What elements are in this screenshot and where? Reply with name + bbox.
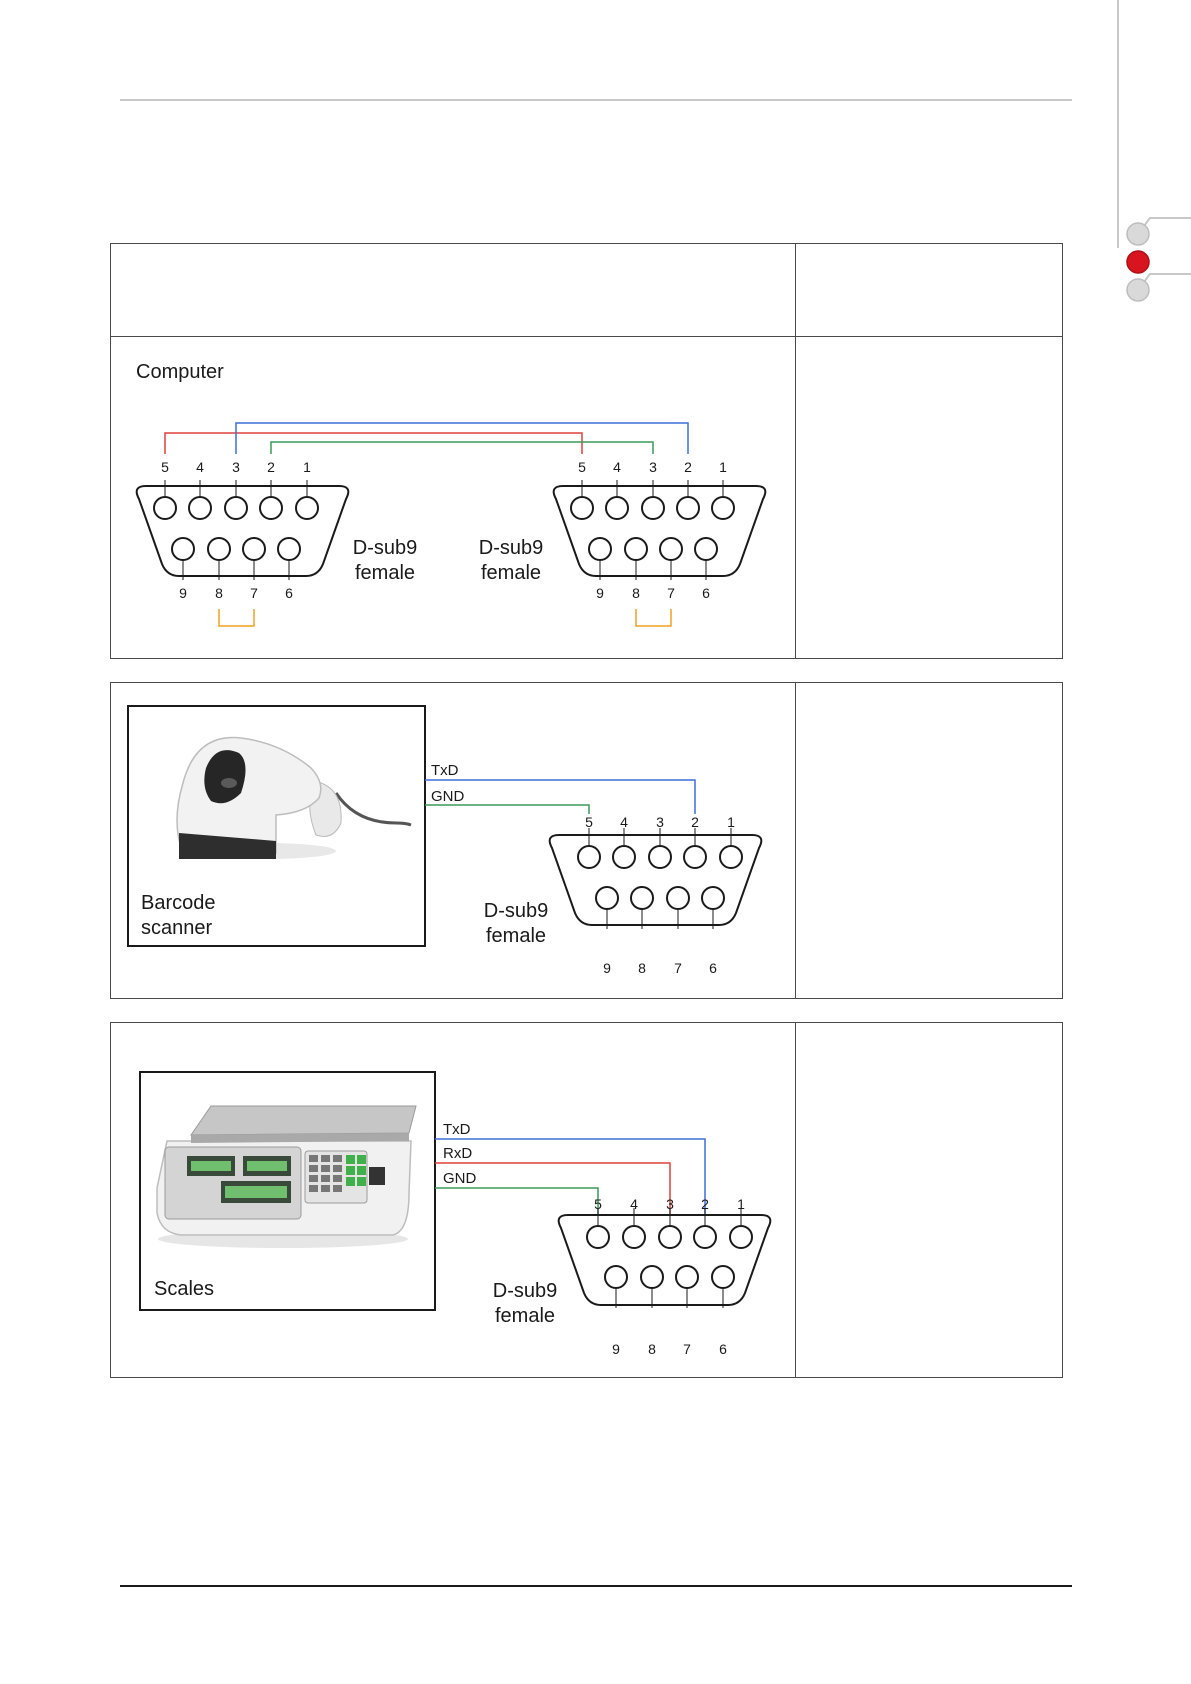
pin-label: 8 (638, 960, 646, 976)
pin-label: 2 (267, 459, 275, 475)
wire-label-txd: TxD (431, 762, 459, 779)
wire-label-gnd: GND (443, 1170, 477, 1187)
pin-label: 4 (620, 814, 628, 830)
connector-label-line1: D-sub9 (492, 1280, 558, 1302)
pin-label: 5 (161, 459, 169, 475)
table-column-divider (795, 683, 796, 998)
wire-gnd (435, 1188, 598, 1215)
wire-label-rxd: RxD (443, 1145, 473, 1162)
side-marker-decoration (1100, 0, 1191, 320)
pin-label: 9 (596, 585, 604, 601)
pin-label: 4 (630, 1196, 638, 1212)
pin-label: 6 (285, 585, 293, 601)
pin-label: 9 (179, 585, 187, 601)
connector-label-line1: D-sub9 (478, 537, 544, 559)
connector-label-line2: female (480, 562, 542, 584)
connector-label-line2: female (485, 925, 547, 947)
pin-label: 4 (613, 459, 621, 475)
pin-label: 2 (701, 1196, 709, 1212)
table-computer (110, 243, 1063, 659)
scanner-wiring-diagram (111, 683, 795, 998)
footer-rule (120, 1585, 1072, 1587)
pin-label: 7 (250, 585, 258, 601)
scales-wiring-diagram (111, 1023, 795, 1377)
d-sub9-right-connector (479, 459, 766, 601)
pin-label: 3 (649, 459, 657, 475)
scanner-caption-line2: scanner (141, 917, 213, 939)
connector-label-line2: female (494, 1305, 556, 1327)
pin-label: 1 (303, 459, 311, 475)
wire-blue (236, 423, 688, 454)
connector-label-line1: D-sub9 (483, 900, 549, 922)
computer-title: Computer (136, 361, 224, 383)
header-rule (120, 99, 1072, 101)
wire-gnd (425, 805, 589, 814)
pin-label: 1 (737, 1196, 745, 1212)
pin-label: 1 (719, 459, 727, 475)
connector-label-line1: D-sub9 (352, 537, 418, 559)
wire-red (165, 433, 582, 454)
pin-label: 7 (667, 585, 675, 601)
pin-label: 3 (232, 459, 240, 475)
pin-label: 6 (709, 960, 717, 976)
pin-label: 8 (632, 585, 640, 601)
pin-label: 9 (603, 960, 611, 976)
pin-label: 5 (585, 814, 593, 830)
wire-green (271, 442, 653, 454)
table-scales (110, 1022, 1063, 1378)
table-barcode-scanner (110, 682, 1063, 999)
pin-label: 7 (683, 1341, 691, 1357)
pin-label: 9 (612, 1341, 620, 1357)
loop-left (219, 609, 254, 626)
pin-label: 3 (666, 1196, 674, 1212)
three-circle-indicator-icon (1127, 223, 1149, 301)
pin-label: 2 (684, 459, 692, 475)
scales-caption: Scales (154, 1278, 215, 1300)
wire-label-gnd: GND (431, 788, 465, 805)
pin-label: 7 (674, 960, 682, 976)
pin-label: 5 (594, 1196, 602, 1212)
pin-label: 2 (691, 814, 699, 830)
loop-right (636, 609, 671, 626)
pin-label: 6 (719, 1341, 727, 1357)
connector-label-line2: female (354, 562, 416, 584)
table-column-divider (795, 244, 796, 658)
table-column-divider (795, 1023, 796, 1377)
d-sub9-connector (493, 1196, 771, 1357)
wire-label-txd: TxD (443, 1121, 471, 1138)
pin-label: 5 (578, 459, 586, 475)
pin-label: 1 (727, 814, 735, 830)
scanner-caption-line1: Barcode (141, 892, 216, 914)
pin-label: 3 (656, 814, 664, 830)
wire-txd (425, 780, 695, 814)
pin-label: 8 (215, 585, 223, 601)
weighing-scale-icon (157, 1106, 416, 1248)
pin-label: 4 (196, 459, 204, 475)
pin-label: 8 (648, 1341, 656, 1357)
pin-label: 6 (702, 585, 710, 601)
computer-wiring-diagram (111, 336, 795, 658)
d-sub9-left-connector (137, 459, 418, 601)
d-sub9-connector (484, 814, 762, 976)
